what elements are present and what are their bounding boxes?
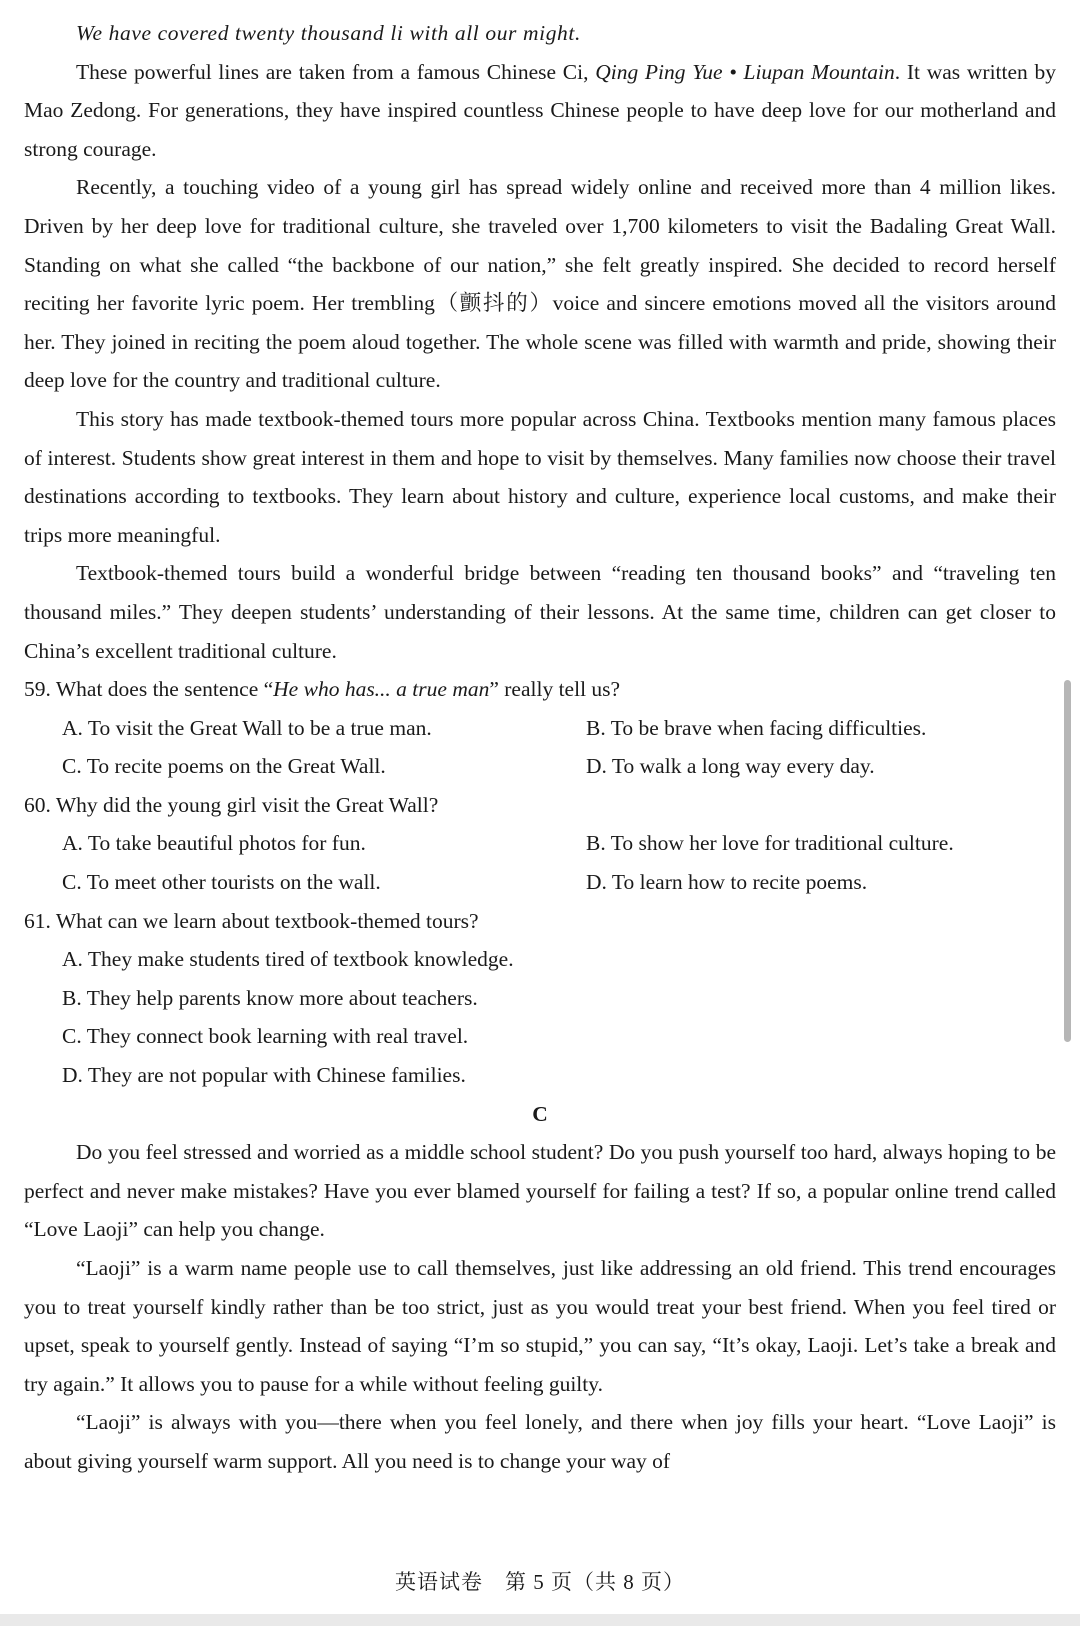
section-heading: C — [532, 1101, 548, 1126]
option-a[interactable]: A. To take beautiful photos for fun. — [62, 831, 366, 856]
passage-b-paragraph-2: Recently, a touching video of a young girl has spread widely online and received more than 4 million likes. Driven by her deep love for traditional culture, she traveled over 1,700 kilometers to visit the Badaling Great Wall. Standing on what she called “the backbone of our nation,” she felt greatly inspired. She decided to record herself reciting her favorite lyric poem. Her trembling（颤抖的）voice and sincere emotions moved all the visitors around her. They joined in reciting the poem aloud together. The whole scene was filled with warmth and pride, showing their deep love for the country and traditional culture. — [24, 175, 1056, 393]
passage-b-paragraph-3: This story has made textbook-themed tours more popular across China. Textbooks mention many famous places of interest. Students show great interest in them and hope to visit by themselves. Many families now choose their travel destinations according to textbooks. They learn about history and culture, experience local customs, and make their trips more meaningful. — [24, 406, 1056, 547]
passage-b-paragraph-1 — [24, 53, 1056, 169]
text: ” really tell us? — [489, 677, 621, 702]
text: . It was written by Mao Zedong. For generations, they have inspired countless Chinese people to have deep love for our motherland and strong courage. — [24, 59, 1057, 161]
passage-b-paragraph-4: Textbook-themed tours build a wonderful bridge between “reading ten thousand books” and “traveling ten thousand miles.” They deepen students’ understanding of their lessons. At the same time, children can get closer to China’s excellent traditional culture. — [24, 561, 1056, 663]
page-footer: 英语试卷 第 5 页（共 8 页） — [395, 1570, 685, 1594]
option-c[interactable]: C. To meet other tourists on the wall. — [62, 870, 381, 895]
option-d[interactable]: D. They are not popular with Chinese families. — [62, 1063, 466, 1088]
passage-c-paragraph-2: “Laoji” is a warm name people use to call themselves, just like addressing an old friend. This trend encourages you to treat yourself kindly rather than be too strict, just as you would treat your best friend. When you feel tired or upset, speak to yourself gently. Instead of saying “I’m so stupid,” you can say, “It’s okay, Laoji. Let’s take a break and try again.” It allows you to pause for a while without feeling guilty. — [24, 1256, 1056, 1396]
text: These powerful lines are taken from a famous Chinese Ci, — [76, 59, 596, 84]
exam-page — [24, 14, 1056, 1481]
quoted-sentence: He who has... a true man — [273, 677, 490, 702]
passage-c-paragraph-3: “Laoji” is always with you—there when you feel lonely, and there when joy fills your heart. “Love Laoji” is about giving yourself warm support. All you need is to change your way of — [24, 1410, 1056, 1473]
option-b[interactable]: B. To show her love for traditional culture. — [586, 831, 954, 856]
bottom-bar — [0, 1614, 1080, 1626]
option-d[interactable]: D. To walk a long way every day. — [586, 754, 875, 779]
question-stem: 60. Why did the young girl visit the Great Wall? — [24, 792, 439, 817]
scrollbar-thumb[interactable] — [1064, 680, 1071, 1042]
option-b[interactable]: B. To be brave when facing difficulties. — [586, 715, 927, 740]
option-d[interactable]: D. To learn how to recite poems. — [586, 870, 868, 895]
question-stem — [24, 670, 1056, 709]
option-a[interactable]: A. To visit the Great Wall to be a true man. — [62, 715, 432, 740]
epigraph: We have covered twenty thousand li with all our might. — [76, 21, 581, 45]
poem-title: Qing Ping Yue • Liupan Mountain — [595, 59, 895, 84]
option-b[interactable]: B. They help parents know more about teachers. — [62, 985, 478, 1010]
question-60 — [24, 786, 1056, 902]
option-a[interactable]: A. They make students tired of textbook knowledge. — [62, 947, 514, 972]
passage-c-paragraph-1: Do you feel stressed and worried as a middle school student? Do you push yourself too hard, always hoping to be perfect and never make mistakes? Have you ever blamed yourself for failing a test? If so, a popular online trend called “Love Laoji” can help you change. — [24, 1140, 1056, 1242]
question-stem: 61. What can we learn about textbook-themed tours? — [24, 908, 479, 933]
option-c[interactable]: C. To recite poems on the Great Wall. — [62, 754, 386, 779]
text: 59. What does the sentence “ — [24, 677, 274, 702]
option-c[interactable]: C. They connect book learning with real travel. — [62, 1024, 469, 1049]
question-59 — [24, 670, 1056, 786]
question-61 — [24, 902, 1056, 1095]
